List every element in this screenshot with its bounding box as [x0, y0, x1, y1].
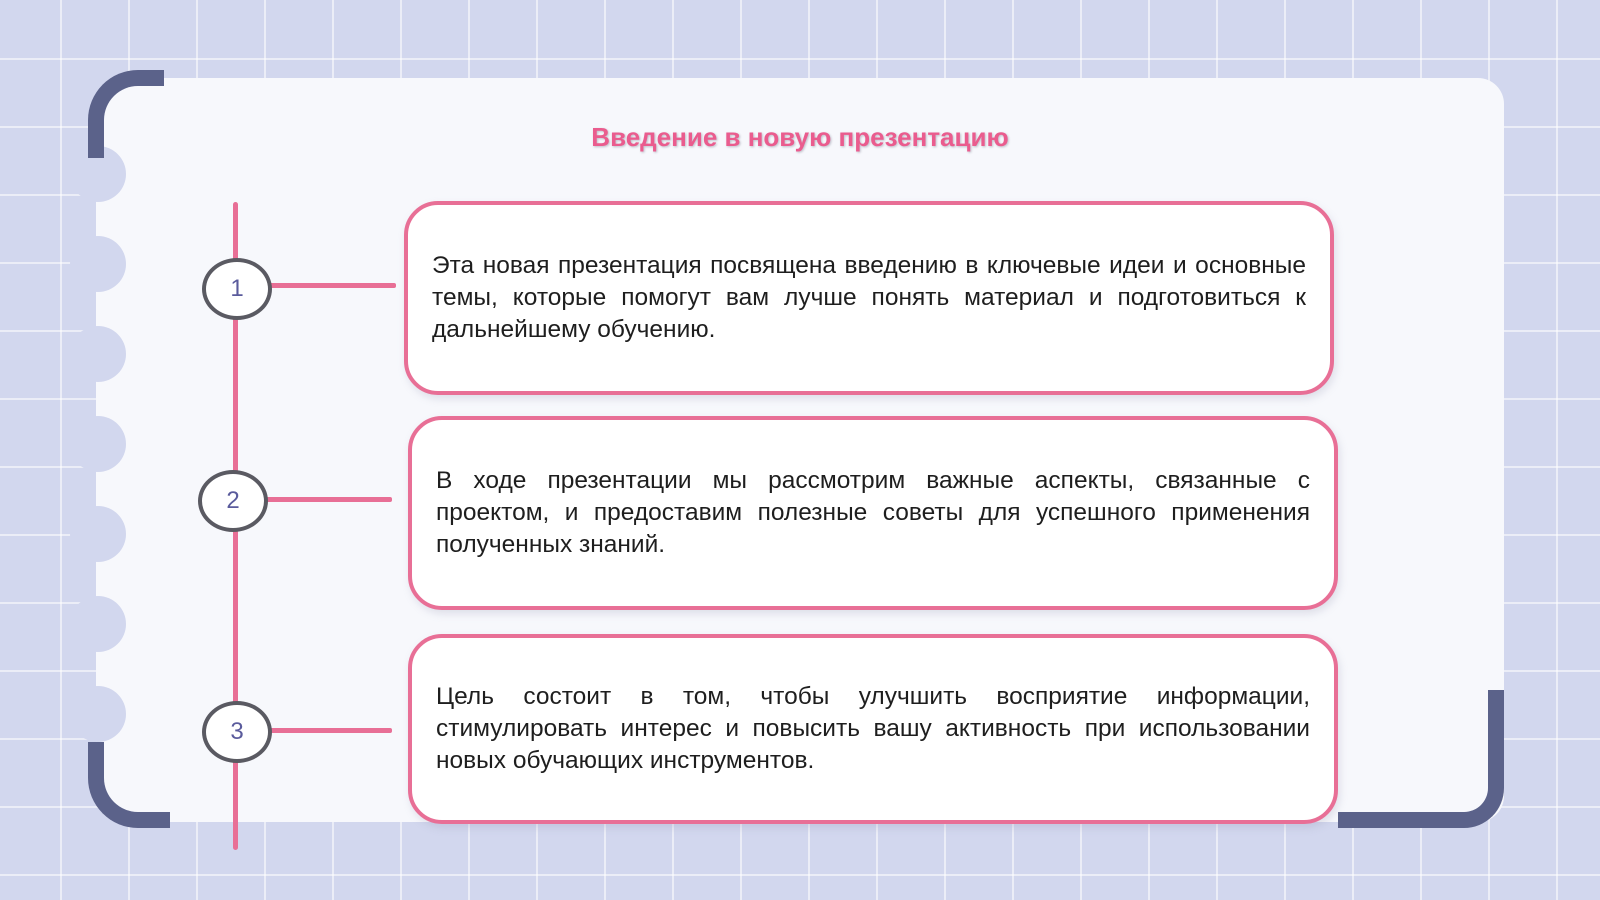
paper-notch: [70, 416, 126, 472]
step-number-1: 1: [202, 258, 272, 320]
step-card-2: [408, 416, 1338, 610]
timeline-connector: [262, 497, 392, 502]
step-text-1: Эта новая презентация посвящена введению в ключевые идеи и основные темы, которые помогут вам лучше понять материал и подготовиться к дальнейшему обучению.: [432, 252, 1306, 343]
timeline-connector: [266, 283, 396, 288]
step-text-2: В ходе презентации мы рассмотрим важные аспекты, связанные с проектом, и предоставим полезные советы для успешного применения полученных знаний.: [436, 467, 1310, 558]
paper-notch: [70, 596, 126, 652]
frame-corner-bottom-right: [1338, 690, 1504, 828]
slide-title: Введение в новую презентацию: [591, 122, 1009, 152]
step-card-1: [404, 201, 1334, 395]
paper-notch: [70, 686, 126, 742]
paper-notch: [70, 326, 126, 382]
step-text-3: Цель состоит в том, чтобы улучшить восприятие информации, стимулировать интерес и повысить вашу активность при использовании новых обучающих инструментов.: [436, 683, 1310, 774]
timeline-connector: [266, 728, 392, 733]
paper-notch: [70, 236, 126, 292]
step-number-3: 3: [202, 701, 272, 763]
step-number-2: 2: [198, 470, 268, 532]
step-card-3: [408, 634, 1338, 824]
paper-notch: [70, 506, 126, 562]
frame-corner-bottom-left: [88, 742, 170, 828]
